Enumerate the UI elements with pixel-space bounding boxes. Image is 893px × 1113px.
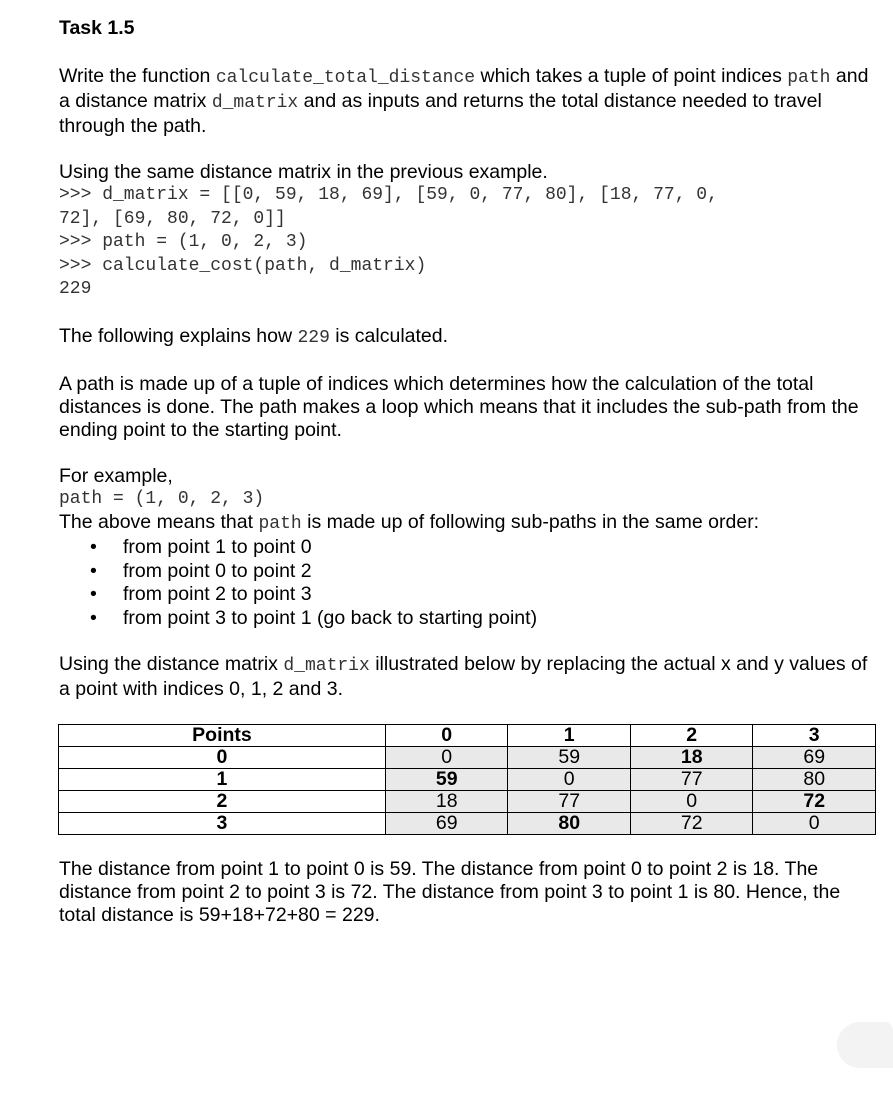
table-header: 3 bbox=[753, 725, 876, 747]
table-row bbox=[59, 791, 876, 813]
table-header-row bbox=[59, 725, 876, 747]
matrix-paragraph bbox=[59, 653, 879, 701]
matrix-text: Using the distance matrix bbox=[59, 653, 284, 675]
document-page bbox=[59, 14, 879, 927]
code-line: 72], [69, 80, 72, 0]] bbox=[59, 208, 286, 229]
function-name-code: calculate_total_distance bbox=[215, 68, 476, 88]
task-title: Task 1.5 bbox=[59, 17, 135, 39]
table-cell: 0 bbox=[753, 813, 876, 835]
table-header: 2 bbox=[630, 725, 753, 747]
table-cell: 72 bbox=[630, 813, 753, 835]
above-text: The above means that bbox=[59, 511, 259, 533]
distance-matrix-table bbox=[58, 724, 876, 835]
row-label: 0 bbox=[59, 747, 386, 769]
code-example bbox=[59, 184, 879, 302]
table-cell-highlight: 59 bbox=[385, 769, 508, 791]
table-cell: 0 bbox=[385, 747, 508, 769]
row-label: 3 bbox=[59, 813, 386, 835]
list-item: • from point 2 to point 3 bbox=[59, 583, 879, 607]
d-matrix-code: d_matrix bbox=[283, 656, 370, 676]
code-line: >>> d_matrix = [[0, 59, 18, 69], [59, 0, 77, 80], [18, 77, 0, bbox=[59, 185, 718, 205]
path-code: path bbox=[787, 68, 831, 88]
above-paragraph bbox=[59, 511, 879, 536]
list-item: • from point 3 to point 1 (go back to starting point) bbox=[59, 607, 879, 631]
conclusion-paragraph: The distance from point 1 to point 0 is 59. The distance from point 0 to point 2 is 18. The distance from point 2 to point 3 is 72. The distance from point 3 to point 1 is 80. Hence, the total distance is 59+18+72+80 = 229. bbox=[59, 858, 841, 926]
table-header: 1 bbox=[508, 725, 631, 747]
list-item: • from point 1 to point 0 bbox=[59, 536, 879, 560]
intro-text: and a distance matrix bbox=[59, 65, 869, 112]
table-cell: 18 bbox=[385, 791, 508, 813]
path-code-line: path = (1, 0, 2, 3) bbox=[59, 488, 265, 509]
row-label: 2 bbox=[59, 791, 386, 813]
table-cell: 0 bbox=[630, 791, 753, 813]
code-line: >>> path = (1, 0, 2, 3) bbox=[59, 232, 308, 252]
d-matrix-code: d_matrix bbox=[211, 93, 299, 113]
path-paragraph: A path is made up of a tuple of indices which determines how the calculation of the total distances is done. The path makes a loop which means that it includes the sub-path from the ending point to the starting point. bbox=[59, 372, 859, 441]
intro-paragraph bbox=[59, 65, 879, 138]
list-item: • from point 0 to point 2 bbox=[59, 560, 879, 584]
subpath-list bbox=[59, 536, 879, 630]
explain-paragraph bbox=[59, 325, 879, 350]
table-header: Points bbox=[59, 725, 386, 747]
table-cell-highlight: 72 bbox=[753, 791, 876, 813]
intro-text: which takes a tuple of point indices bbox=[475, 65, 788, 87]
example-intro: Using the same distance matrix in the previous example. bbox=[59, 161, 548, 183]
table-cell: 0 bbox=[508, 769, 631, 791]
for-example: For example, bbox=[59, 464, 173, 487]
table-cell: 80 bbox=[753, 769, 876, 791]
table-cell: 77 bbox=[630, 769, 753, 791]
explain-value-code: 229 bbox=[297, 327, 330, 348]
table-cell: 69 bbox=[385, 813, 508, 835]
explain-text: is calculated. bbox=[329, 324, 449, 347]
code-line: 229 bbox=[59, 279, 92, 299]
matrix-text: illustrated below by replacing the actual x and y values of a point with indices 0, 1, 2 and 3. bbox=[59, 653, 868, 700]
table-header: 0 bbox=[385, 725, 508, 747]
above-text: is made up of following sub-paths in the same order: bbox=[301, 511, 760, 533]
code-line: >>> calculate_cost(path, d_matrix) bbox=[59, 255, 427, 276]
table-cell-highlight: 18 bbox=[630, 747, 753, 769]
table-cell-highlight: 80 bbox=[508, 813, 631, 835]
table-cell: 77 bbox=[508, 791, 631, 813]
table-cell: 59 bbox=[508, 747, 631, 769]
table-cell: 69 bbox=[753, 747, 876, 769]
path-code: path bbox=[258, 514, 302, 534]
table-row bbox=[59, 769, 876, 791]
intro-text: Write the function bbox=[59, 65, 216, 87]
row-label: 1 bbox=[59, 769, 386, 791]
intro-text: and as inputs and returns the total distance needed to travel through the path. bbox=[59, 90, 822, 137]
table-row bbox=[59, 813, 876, 835]
table-row bbox=[59, 747, 876, 769]
explain-text: The following explains how bbox=[59, 324, 298, 347]
corner-decoration bbox=[837, 1022, 893, 1068]
